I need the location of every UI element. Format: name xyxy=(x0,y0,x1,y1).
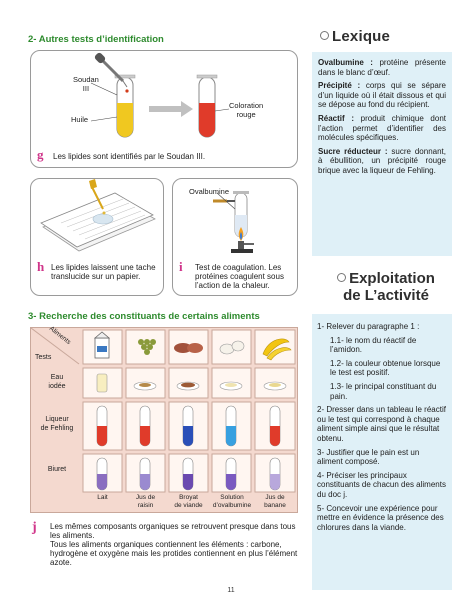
row-label-liqueur-fehling: Liqueur de Fehling xyxy=(40,416,74,432)
question-1-3: 1.3- le principal constituant du pain. xyxy=(330,381,437,401)
figure-h-box xyxy=(30,178,164,296)
lexique-item-ovalbumine xyxy=(318,58,446,77)
section-2-title: 2- Autres tests d’identification xyxy=(28,34,164,45)
header-aliments: Aliments xyxy=(47,325,72,347)
col-label-lait: Lait xyxy=(97,494,108,501)
ring-bullet-icon xyxy=(337,273,346,282)
question-4: 4- Préciser les principaux constituants de chacun des aliments du doc j. xyxy=(317,470,446,499)
figure-letter-j: j xyxy=(32,520,37,535)
question-1-2: 1.2- la couleur obtenue lorsque le test est positif. xyxy=(330,358,441,378)
label-huile: Huile xyxy=(71,115,89,124)
figure-j-caption: Les mêmes composants organiques se retrouvent presque dans tous les aliments. Tous les aliments organiques contiennent les éléments : carbone, hydrogène et oxygène mais les protides contiennent en plus l’élément azote. xyxy=(50,522,298,567)
label-coloration: Coloration rouge xyxy=(229,101,264,119)
lexique-def: protéine présente dans le blanc d’œuf. xyxy=(318,58,446,77)
lexique-term: Précipité : xyxy=(318,81,361,91)
figure-letter-g: g xyxy=(37,147,44,162)
question-5: 5- Concevoir une expérience pour mettre en évidence la présence des chlorures dans la viande. xyxy=(317,503,444,532)
lexique-term: Ovalbumine : xyxy=(318,58,373,67)
figure-letter-h: h xyxy=(37,259,45,274)
food-test-table xyxy=(30,327,298,513)
question-2: 2- Dresser dans un tableau le réactif ou le test qui correspond à chaque aliment simple ainsi que le résultat obtenu. xyxy=(317,405,446,443)
col-label-jus-raisin: Jus de raisin xyxy=(135,494,156,509)
figure-i-caption: Test de coagulation. Les protéines coagulent sous l’action de la chaleur. xyxy=(195,263,284,290)
section-3-title: 3- Recherche des constituants de certains aliments xyxy=(28,311,260,322)
lexique-item-sucre-reducteur xyxy=(318,147,446,176)
lexique-item-precipite xyxy=(318,81,446,110)
row-label-biuret: Biuret xyxy=(47,466,67,473)
paper-stain-illustration xyxy=(31,179,165,259)
row-label-eau-iodee: Eau iodée xyxy=(48,374,66,390)
label-ovalbumine: Ovalbumine xyxy=(189,187,230,196)
lexique-def: corps qui se sépare d’un liquide où il était dissous et qui se dépose au fond du récipient. xyxy=(318,81,446,110)
figure-letter-i: i xyxy=(179,259,183,274)
lexique-def: produit chimique dont l’action permet d’identifier des molécules spécifiques. xyxy=(318,113,447,143)
page-number: 11 xyxy=(227,587,235,594)
question-1: 1- Relever du paragraphe 1 : xyxy=(317,322,420,331)
lexique-box xyxy=(312,52,452,256)
question-3: 3- Justifier que le pain est un aliment composé. xyxy=(317,447,420,467)
figure-i-box xyxy=(172,178,298,296)
lexique-title-text: Lexique xyxy=(332,28,391,45)
lexique-term: Réactif : xyxy=(318,113,354,123)
lexique-def: sucre donnant, à ébullition, un précipité rouge brique avec la liqueur de Fehling. xyxy=(318,146,446,175)
col-label-broyat-viande: Broyat de viande xyxy=(174,494,203,509)
figure-g-box xyxy=(30,50,298,168)
lexique-title xyxy=(320,28,390,45)
lexique-item-reactif xyxy=(318,114,446,143)
exploitation-box xyxy=(312,314,452,590)
ring-bullet-icon xyxy=(320,31,329,40)
col-label-ovalbumine: Solution d’ovalbumine xyxy=(212,494,252,509)
question-1-1: 1.1- le nom du réactif de l’amidon. xyxy=(330,335,417,355)
lexique-term: Sucre réducteur : xyxy=(318,146,388,156)
figure-g-caption: Les lipides sont identifiés par le Soudan III. xyxy=(53,152,206,161)
label-soudan: Soudan III xyxy=(73,75,99,93)
exploitation-title-text: Exploitation de L’activité xyxy=(343,270,435,304)
header-tests: Tests xyxy=(35,354,52,361)
exploitation-title xyxy=(316,270,456,304)
col-label-jus-banane: Jus de banane xyxy=(264,494,286,509)
figure-h-caption: Les lipides laissent une tache translucide sur un papier. xyxy=(51,263,156,281)
